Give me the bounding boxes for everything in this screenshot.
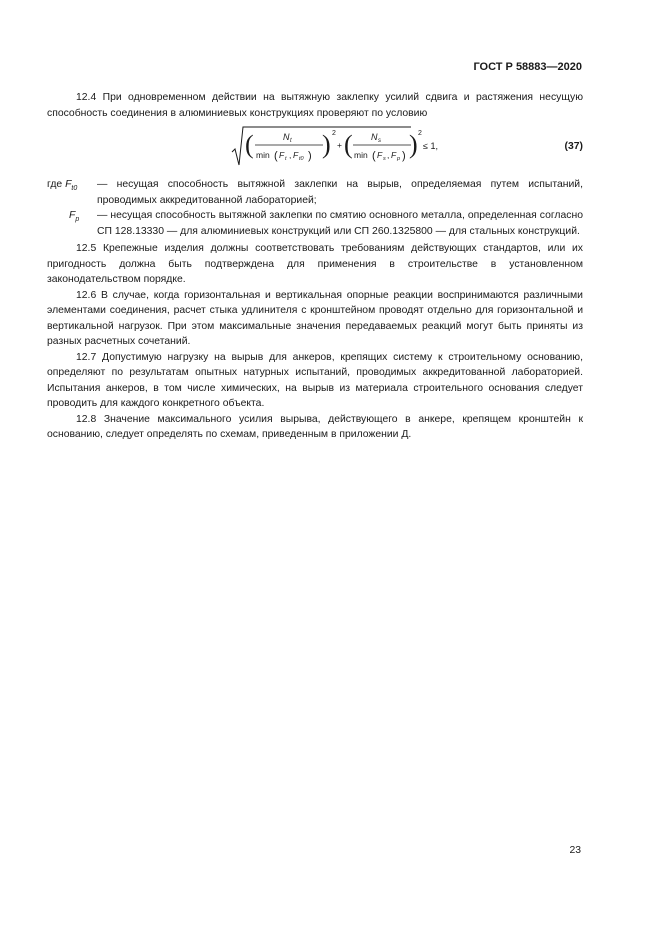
right-paren-1: ) <box>322 130 331 159</box>
paragraph-12-4: 12.4 При одновременном действии на вытяжную заклепку усилий сдвига и растяжения несущую способность соединения в алюминиевых конструкциях проверяют по условию <box>47 92 583 119</box>
definition-symbol: $F_{t0}$ <box>65 179 78 193</box>
page-number: 23 <box>569 845 581 856</box>
denominator-2-paren-open: ( <box>372 150 376 162</box>
plus-sign: + <box>337 140 342 150</box>
denominator-2-fn: min <box>354 150 368 160</box>
paragraph-12-5: 12.5 Крепежные изделия должны соответствовать требованиям действующих стандартов, или их пригодность должна быть подтверждена для применения в строительстве в установленном законодательством порядке. <box>47 243 583 285</box>
denominator-2-a: F <box>377 150 383 160</box>
paragraph-12-6: 12.6 В случае, когда горизонтальная и вертикальная опорные реакции воспринимаются различными элементами соединения, расчет стыка удлинителя с кронштейном проводят отдельно для горизонтальной и вертикальной нагрузок. При этом максимальные значения передаваемых реакций могут быть приняты из разных расчетных сочетаний. <box>47 289 583 347</box>
numerator-1: N <box>283 132 290 142</box>
paragraph-12-7: 12.7 Допустимую нагрузку на вырыв для анкеров, крепящих систему к строительному основанию, определяют по результатам опытных натурных испытаний, проводимых аккредитованной лабораторией. Испытания анкеров, в том числе химических, на вырыв из материала строительного основания следует проводить для каждого конкретного объекта. <box>47 351 583 409</box>
definition-prefix: где <box>47 179 66 190</box>
right-paren-2: ) <box>409 130 418 159</box>
formula-rhs: ≤ 1, <box>423 141 438 151</box>
definition-symbol: $F_p$ <box>69 210 80 224</box>
definition-row <box>47 177 583 208</box>
denominator-2-b: F <box>391 150 397 160</box>
denominator-1-b-sub: t0 <box>299 156 304 162</box>
formula-row <box>47 125 583 171</box>
exponent-2: 2 <box>418 130 422 137</box>
equation-number: (37) <box>564 141 583 152</box>
denominator-1-comma: , <box>289 150 292 160</box>
numerator-1-sub: t <box>290 138 292 144</box>
left-paren-2: ( <box>344 130 353 159</box>
definition-symbol-cell <box>47 208 97 239</box>
denominator-2-a-sub: s <box>383 156 386 162</box>
denominator-1-b: F <box>293 150 299 160</box>
numerator-2: N <box>371 132 378 142</box>
paragraph-12-8: 12.8 Значение максимального усилия вырыва, действующего в анкере, крепящем кронштейн к основанию, следует определять по схемам, приведенным в приложении Д. <box>47 413 583 440</box>
document-body <box>47 90 583 443</box>
definition-row <box>47 208 583 239</box>
exponent-1: 2 <box>332 130 336 137</box>
denominator-1-paren-close: ) <box>308 150 312 162</box>
left-paren-1: ( <box>245 130 254 159</box>
denominator-2-comma: , <box>387 150 390 160</box>
denominator-1-a: F <box>279 150 285 160</box>
numerator-2-sub: s <box>378 138 381 144</box>
denominator-1-a-sub: t <box>285 156 287 162</box>
definition-text: — несущая способность вытяжной заклепки на вырыв, определяемая путем испытаний, проводимых аккредитованной лабораторией; <box>97 179 583 206</box>
definition-symbol-cell <box>47 177 97 208</box>
symbol-definitions <box>47 177 583 239</box>
denominator-1-paren-open: ( <box>274 150 278 162</box>
formula-37 <box>231 125 411 169</box>
formula-tail <box>409 125 449 169</box>
document-id-header: ГОСТ Р 58883—2020 <box>473 61 582 73</box>
definition-text: — несущая способность вытяжной заклепки по смятию основного металла, определенная согласно СП 128.13330 — для алюминиевых конструкций или СП 260.1325800 — для стальных конструкций. <box>97 210 583 237</box>
denominator-2-paren-close: ) <box>402 150 406 162</box>
denominator-2-b-sub: p <box>397 156 401 162</box>
denominator-1-fn: min <box>256 150 270 160</box>
